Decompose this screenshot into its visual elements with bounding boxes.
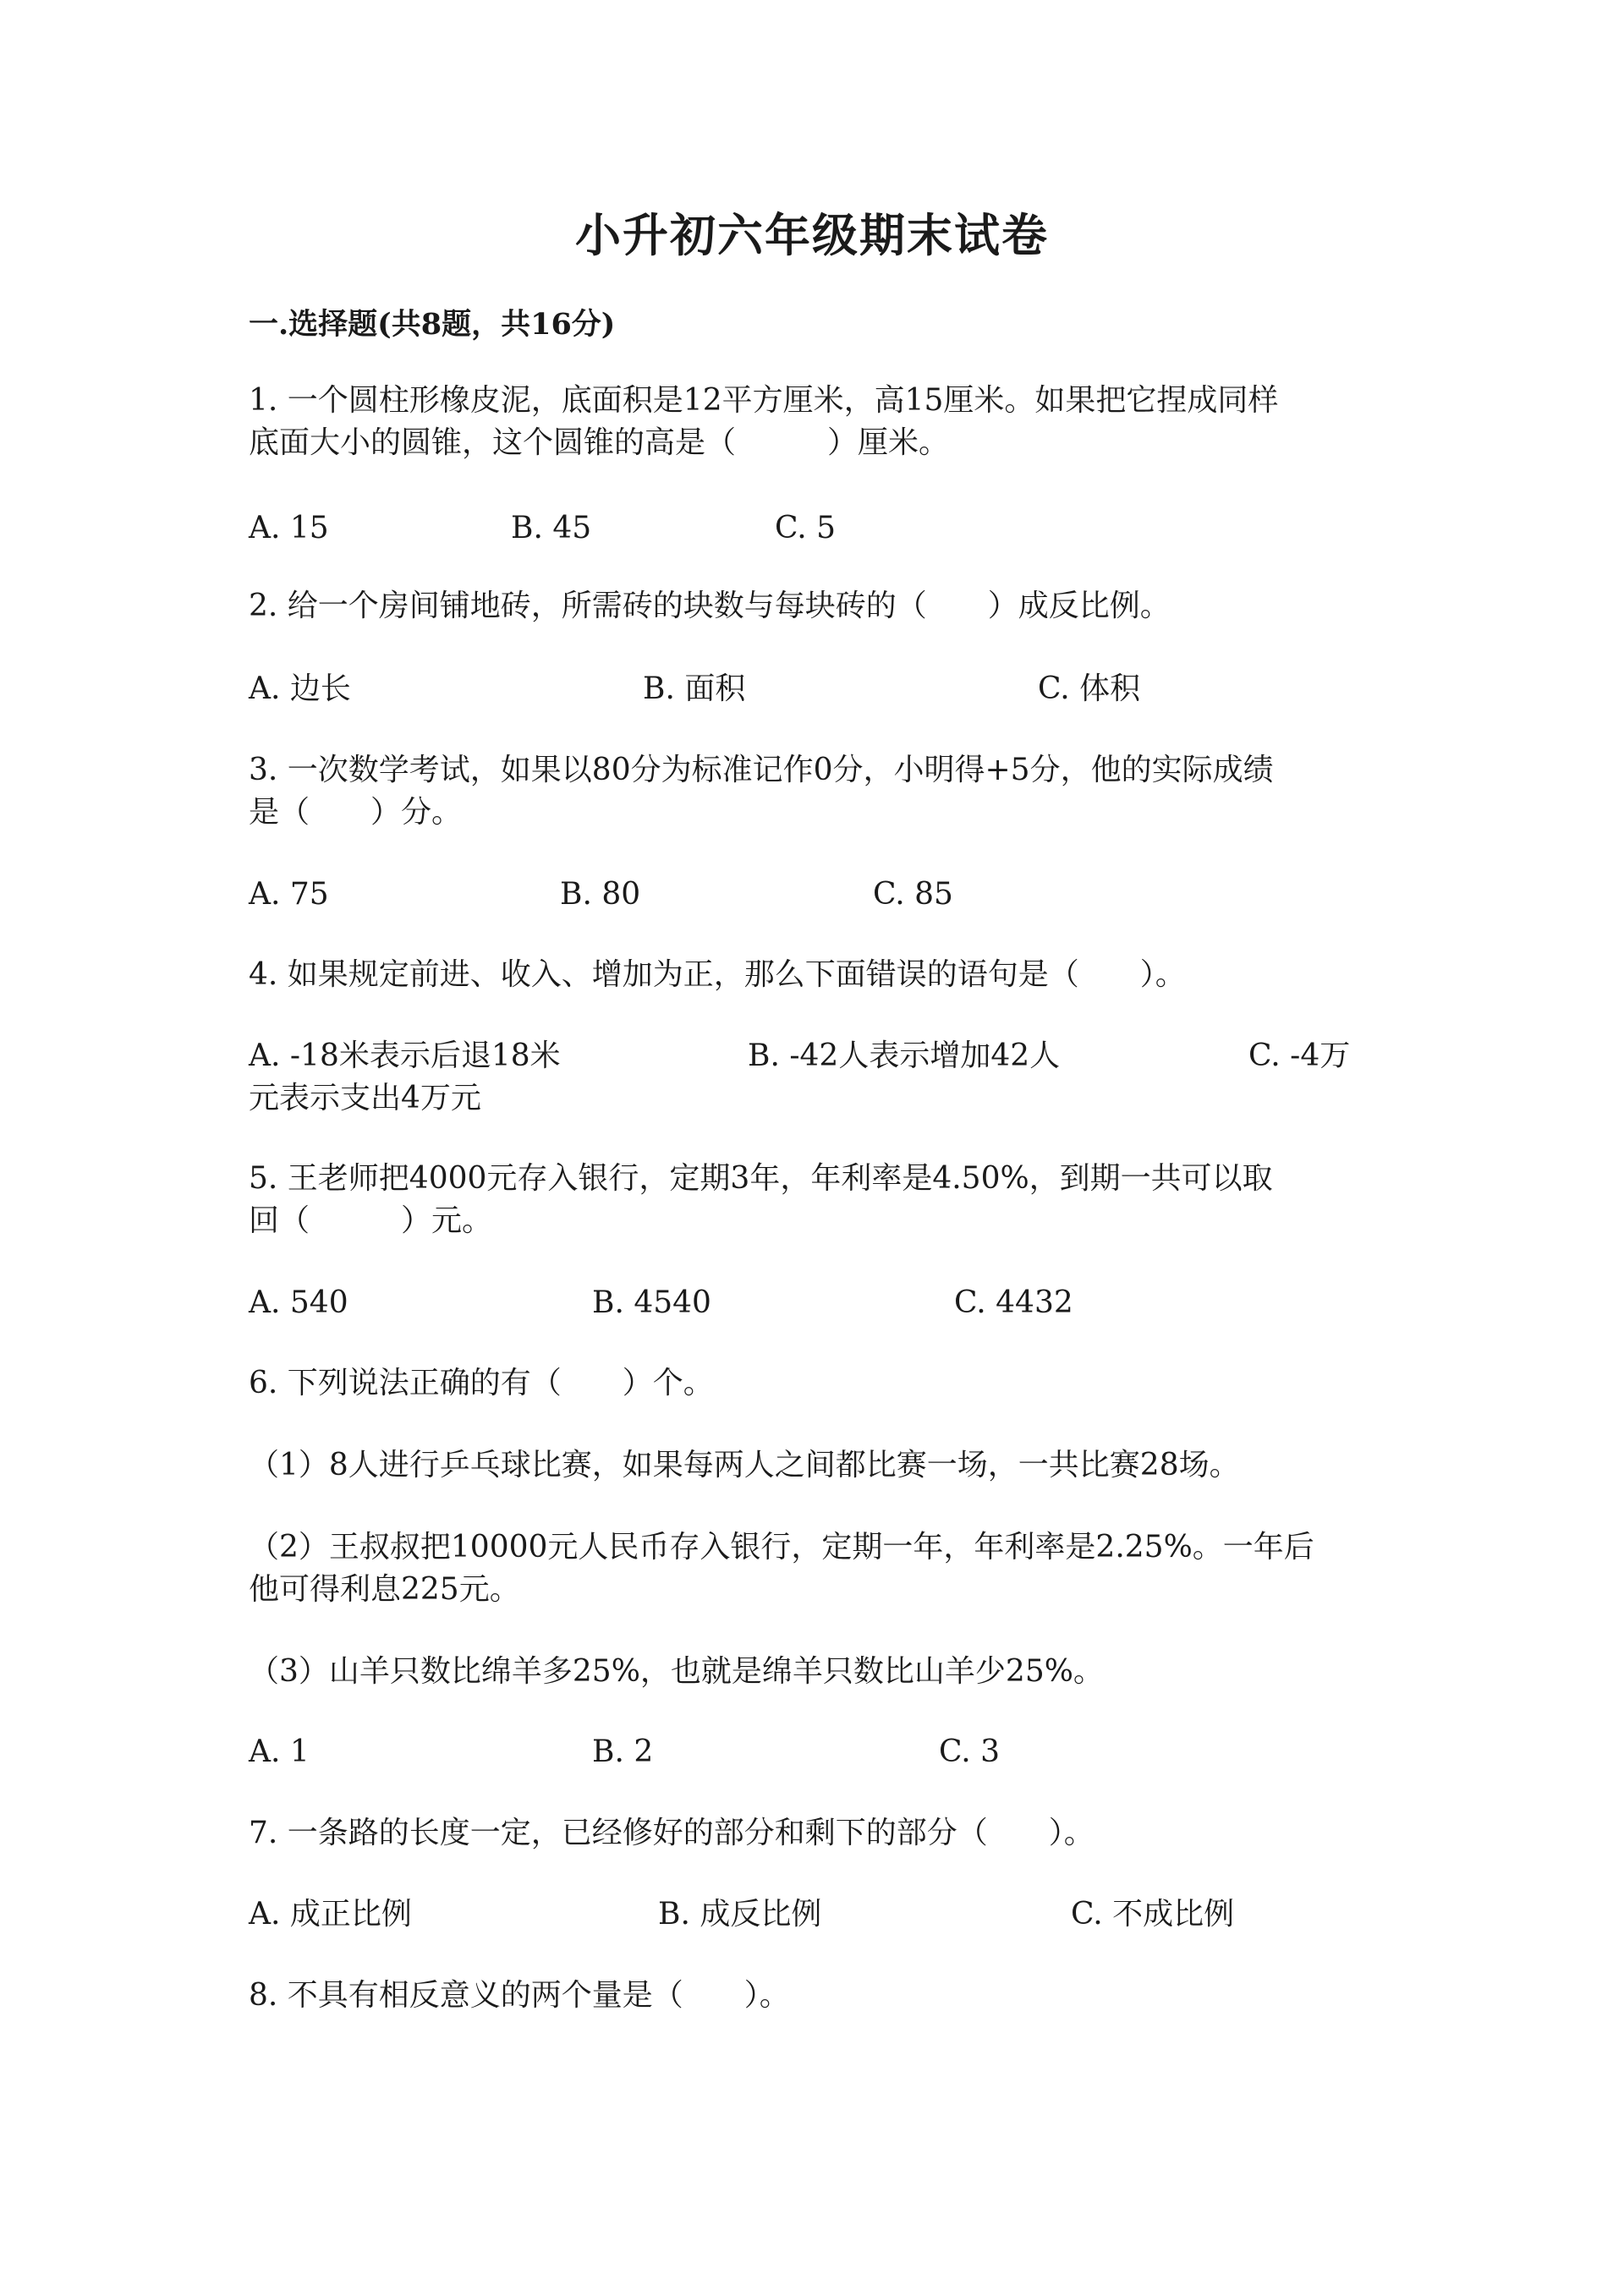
question-1-stem-line-2: 底面大小的圆锥，这个圆锥的高是（ ）厘米。 <box>249 425 950 460</box>
question-5-option-b: B. 4540 <box>592 1285 711 1320</box>
question-3-stem-line-2: 是（ ）分。 <box>249 795 463 830</box>
question-3-option-a: A. 75 <box>249 877 329 912</box>
question-2-option-a: A. 边长 <box>249 671 351 706</box>
question-7-option-c: C. 不成比例 <box>1071 1897 1235 1932</box>
question-5-option-c: C. 4432 <box>954 1285 1073 1320</box>
question-6-option-a: A. 1 <box>249 1734 310 1769</box>
question-4-option-c: C. -4万 <box>1248 1038 1351 1073</box>
question-2-option-b: B. 面积 <box>643 671 746 706</box>
question-7-stem-line-1: 7. 一条路的长度一定，已经修好的部分和剩下的部分（ ）。 <box>249 1816 1095 1850</box>
page-title: 小升初六年级期末试卷 <box>575 208 1049 262</box>
section-heading: 一.选择题(共8题，共16分) <box>249 307 616 342</box>
question-1-option-a: A. 15 <box>249 511 329 545</box>
question-6-option-c: C. 3 <box>939 1734 1001 1769</box>
question-7-option-b: B. 成反比例 <box>658 1897 822 1932</box>
question-5-stem-line-1: 5. 王老师把4000元存入银行，定期3年，年利率是4.50%，到期一共可以取 <box>249 1161 1273 1196</box>
question-6-option-b: B. 2 <box>592 1734 654 1769</box>
question-2-stem-line-1: 2. 给一个房间铺地砖，所需砖的块数与每块砖的（ ）成反比例。 <box>249 589 1171 623</box>
question-1-stem-line-1: 1. 一个圆柱形橡皮泥，底面积是12平方厘米，高15厘米。如果把它捏成同样 <box>249 383 1279 418</box>
question-8-stem-line-1: 8. 不具有相反意义的两个量是（ ）。 <box>249 1978 790 2013</box>
question-4-option-b: B. -42人表示增加42人 <box>748 1038 1061 1073</box>
question-3-option-c: C. 85 <box>873 877 953 912</box>
question-3-option-b: B. 80 <box>560 877 641 912</box>
question-7-option-a: A. 成正比例 <box>249 1897 412 1932</box>
question-4-stem-line-1: 4. 如果规定前进、收入、增加为正，那么下面错误的语句是（ ）。 <box>249 957 1186 992</box>
question-5-stem-line-2: 回（ ）元。 <box>249 1203 493 1238</box>
question-4-option-a: A. -18米表示后退18米 <box>249 1038 561 1073</box>
question-5-option-a: A. 540 <box>249 1285 348 1320</box>
question-6-stem-line-1: 6. 下列说法正确的有（ ）个。 <box>249 1366 714 1400</box>
question-1-option-c: C. 5 <box>775 511 837 545</box>
question-1-option-b: B. 45 <box>511 511 592 545</box>
question-6-statement-3: （3）山羊只数比绵羊多25%，也就是绵羊只数比山羊少25%。 <box>249 1654 1104 1689</box>
question-6-statement-2-line-1: （2）王叔叔把10000元人民币存入银行，定期一年，年利率是2.25%。一年后 <box>249 1530 1314 1564</box>
question-3-stem-line-1: 3. 一次数学考试，如果以80分为标准记作0分，小明得+5分，他的实际成绩 <box>249 753 1274 787</box>
question-6-statement-1: （1）8人进行乒乓球比赛，如果每两人之间都比赛一场，一共比赛28场。 <box>249 1448 1240 1482</box>
question-2-option-c: C. 体积 <box>1038 671 1141 706</box>
question-6-statement-2-line-2: 他可得利息225元。 <box>249 1572 520 1607</box>
question-4-option-c-continued: 元表示支出4万元 <box>249 1081 481 1115</box>
